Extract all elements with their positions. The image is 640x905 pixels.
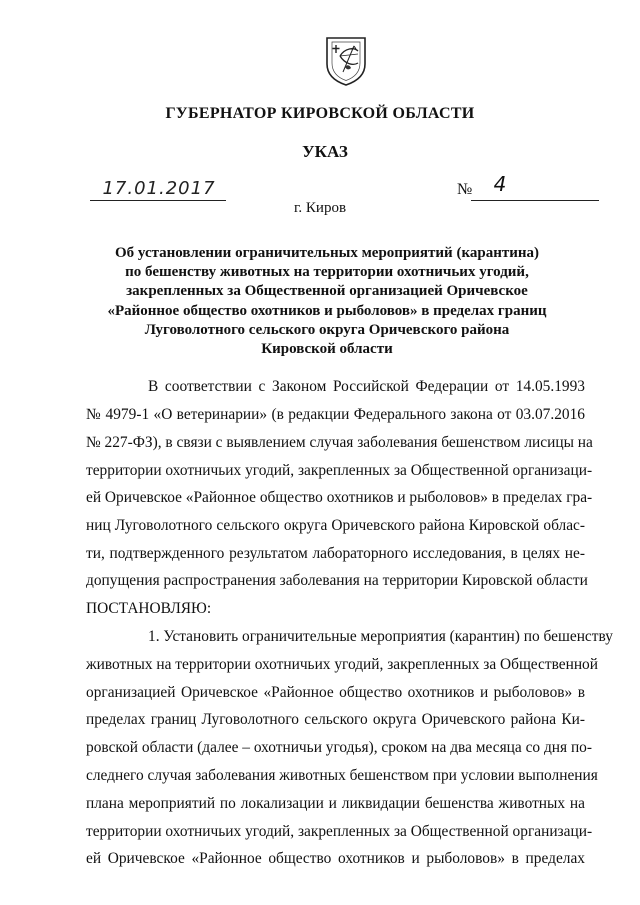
title-line: закрепленных за Общественной организацией Оричевское (126, 283, 528, 300)
body-line: ниц Луговолотного сельского округа Оричевского района Кировской облас- (86, 517, 585, 534)
title-line: Кировской области (261, 341, 393, 358)
body-line: животных на территории охотничьих угодий, закрепленных за Общественной (86, 656, 598, 673)
title-line: «Районное общество охотников и рыболовов» в пределах границ (107, 302, 547, 319)
body-line: В соответствии с Законом Российской Федерации от 14.05.1993 (148, 378, 585, 395)
body-line: территории охотничьих угодий, закрепленных за Общественной организаци- (86, 823, 593, 840)
title-line: Луговолотного сельского округа Оричевского района (144, 321, 510, 338)
issuer-heading: ГУБЕРНАТОР КИРОВСКОЙ ОБЛАСТИ (165, 105, 475, 122)
city: г. Киров (293, 200, 347, 216)
kirov-coat-of-arms-icon (323, 34, 369, 86)
body-line: пределах границ Луговолотного сельского округа Оричевского района Ки- (86, 711, 585, 728)
number-label: № (457, 181, 473, 198)
decree-word: ПОСТАНОВЛЯЮ: (86, 600, 212, 617)
title-line: по бешенству животных на территории охотничьих угодий, (125, 264, 529, 281)
body-line: организацией Оричевское «Районное общество охотников и рыболовов» в (86, 684, 585, 701)
body-line: территории охотничьих угодий, закрепленных за Общественной организаци- (86, 462, 593, 479)
body-line: плана мероприятий по локализации и ликвидации бешенства животных на (86, 795, 585, 812)
document-number: 4 (493, 172, 507, 196)
body-line: ти, подтвержденного результатом лабораторного исследования, в целях не- (86, 545, 585, 562)
document-type: УКАЗ (302, 142, 348, 161)
body-line: допущения распространения заболевания на территории Кировской области (86, 572, 588, 589)
document-title (100, 244, 554, 359)
document-date: 17.01.2017 (102, 178, 216, 199)
body-line: ей Оричевское «Районное общество охотников и рыболовов» в пределах гра- (86, 489, 593, 506)
body-line: № 4979-1 «О ветеринарии» (в редакции Федерального закона от 03.07.2016 (86, 406, 585, 423)
body-line: 1. Установить ограничительные мероприятия (карантин) по бешенству (148, 628, 613, 645)
body-line: ей Оричевское «Районное общество охотников и рыболовов» в пределах (86, 850, 585, 867)
body-line: № 227-ФЗ), в связи с выявлением случая заболевания бешенством лисицы на (86, 434, 593, 451)
body-line: следнего случая заболевания животных бешенством при условии выполнения (86, 767, 598, 784)
body-line: ровской области (далее – охотничьи угодья), сроком на два месяца со дня по- (86, 739, 593, 756)
title-line: Об установлении ограничительных мероприятий (карантина) (114, 245, 539, 261)
